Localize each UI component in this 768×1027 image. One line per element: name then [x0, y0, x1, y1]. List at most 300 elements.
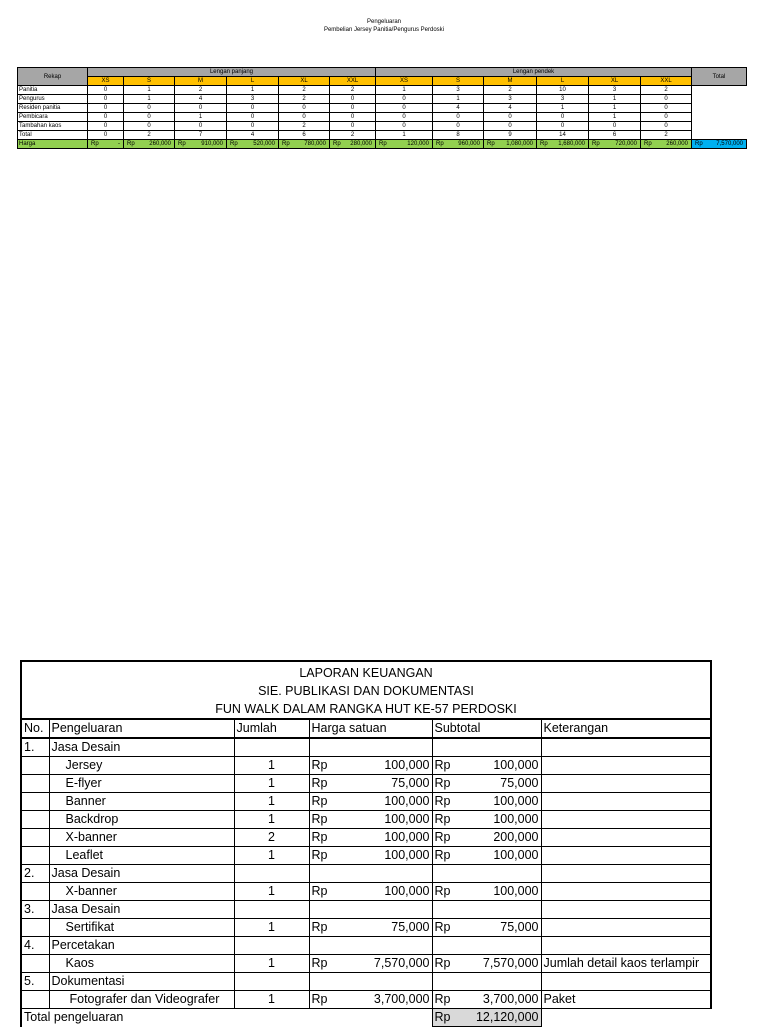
amount: 7,570,000 [373, 956, 430, 970]
item-unit-price [309, 811, 432, 829]
item-unit-price-content [312, 991, 430, 1008]
item-unit-price [309, 775, 432, 793]
currency-label: Rp [434, 794, 451, 808]
group-label: Percetakan [49, 937, 234, 955]
item-subtotal-content [435, 919, 539, 936]
empty-cell [432, 738, 541, 757]
item-label: Leaflet [49, 847, 234, 865]
recap-cell: 4 [227, 131, 279, 140]
empty-cell [234, 973, 309, 991]
recap-cell: 2 [641, 131, 692, 140]
price-cell [175, 140, 227, 149]
expense-subtitle: Pembelian Jersey Panitia/Pengurus Perdoski [323, 27, 445, 33]
recap-cell: 1 [227, 86, 279, 95]
recap-cell: 2 [124, 131, 175, 140]
recap-cell: 3 [227, 95, 279, 104]
item-label: Jersey [49, 757, 234, 775]
price-currency: Rp [379, 141, 387, 147]
expense-item-row [21, 829, 711, 847]
item-subtotal-content [435, 829, 539, 846]
item-quantity: 1 [234, 919, 309, 937]
group-number: 1. [21, 738, 49, 757]
header-jumlah: Jumlah [234, 719, 309, 738]
recap-cell: 0 [484, 122, 537, 131]
recap-row [18, 131, 747, 140]
currency-label: Rp [434, 992, 451, 1006]
recap-cell: 0 [279, 113, 330, 122]
recap-cell: 0 [641, 104, 692, 113]
empty-cell [234, 865, 309, 883]
empty-cell [234, 738, 309, 757]
recap-row-label: Panitia [18, 86, 88, 95]
amount: 100,000 [384, 884, 430, 898]
recap-cell: 0 [376, 113, 433, 122]
item-subtotal [432, 775, 541, 793]
total-value-content [435, 1009, 539, 1026]
financial-report-table [20, 660, 712, 1027]
empty-cell [21, 991, 49, 1009]
price-currency: Rp [282, 141, 290, 147]
currency-label: Rp [311, 830, 328, 844]
recap-cell: 0 [88, 104, 124, 113]
recap-cell: 0 [484, 113, 537, 122]
amount: 12,120,000 [475, 1010, 539, 1024]
size-header: XS [376, 77, 433, 86]
currency-label: Rp [311, 992, 328, 1006]
item-unit-price-content [312, 955, 430, 972]
amount: 100,000 [384, 794, 430, 808]
report-event: FUN WALK DALAM RANGKA HUT KE-57 PERDOSKI [215, 702, 517, 716]
total-label: Total pengeluaran [21, 1009, 432, 1027]
recap-cell: 8 [433, 131, 484, 140]
recap-row [18, 95, 747, 104]
recap-cell: 0 [227, 122, 279, 131]
price-value: 720,000 [615, 141, 637, 147]
recap-cell: 0 [376, 95, 433, 104]
recap-cell: 0 [88, 113, 124, 122]
expense-item-row [21, 793, 711, 811]
item-label: X-banner [49, 883, 234, 901]
recap-cell: 1 [589, 104, 641, 113]
recap-cell: 1 [589, 113, 641, 122]
price-grand-total [692, 140, 747, 149]
recap-cell: 9 [484, 131, 537, 140]
header-pengeluaran: Pengeluaran [49, 719, 234, 738]
recap-cell: 4 [484, 104, 537, 113]
empty-cell [21, 775, 49, 793]
recap-cell: 2 [279, 122, 330, 131]
recap-cell: 0 [537, 122, 589, 131]
recap-cell: 6 [279, 131, 330, 140]
item-unit-price [309, 757, 432, 775]
price-grand-total-content [693, 140, 745, 148]
item-quantity: 1 [234, 847, 309, 865]
amount: 75,000 [391, 776, 430, 790]
item-unit-price [309, 955, 432, 973]
price-value: 280,000 [350, 141, 372, 147]
item-label: E-flyer [49, 775, 234, 793]
jersey-recap-table [17, 67, 747, 149]
expense-group-row [21, 901, 711, 919]
group-number: 2. [21, 865, 49, 883]
recap-cell: 0 [330, 95, 376, 104]
size-header: L [227, 77, 279, 86]
currency-label: Rp [311, 848, 328, 862]
price-value: 1,680,000 [558, 141, 585, 147]
recap-cell: 0 [537, 113, 589, 122]
item-quantity: 1 [234, 775, 309, 793]
recap-cell: 0 [641, 95, 692, 104]
price-cell [641, 140, 692, 149]
empty-cell [309, 738, 432, 757]
long-sleeve-header: Lengan panjang [88, 68, 376, 77]
item-note: Paket [541, 991, 711, 1009]
header-no: No. [21, 719, 49, 738]
price-currency: Rp [91, 141, 99, 147]
price-currency: Rp [178, 141, 186, 147]
recap-row-label: Tambahan kaos [18, 122, 88, 131]
item-subtotal [432, 757, 541, 775]
recap-row-label: Residen panitia [18, 104, 88, 113]
item-note [541, 919, 711, 937]
item-label: Banner [49, 793, 234, 811]
price-currency: Rp [540, 141, 548, 147]
empty-cell [21, 919, 49, 937]
price-cell [484, 140, 537, 149]
expense-group-row [21, 973, 711, 991]
recap-cell: 0 [330, 122, 376, 131]
recap-cell: 3 [484, 95, 537, 104]
empty-cell [21, 757, 49, 775]
price-cell-content [331, 140, 374, 148]
item-subtotal [432, 919, 541, 937]
price-value: 910,000 [201, 141, 223, 147]
short-sleeve-header: Lengan pendek [376, 68, 692, 77]
recap-cell: 2 [330, 131, 376, 140]
empty-cell [432, 937, 541, 955]
amount: 7,570,000 [482, 956, 539, 970]
amount: 100,000 [384, 830, 430, 844]
item-subtotal-content [435, 811, 539, 828]
expense-group-row [21, 937, 711, 955]
group-label: Jasa Desain [49, 865, 234, 883]
recap-total-blank [692, 86, 747, 140]
recap-cell: 0 [88, 131, 124, 140]
amount: 75,000 [391, 920, 430, 934]
price-value: 520,000 [253, 141, 275, 147]
empty-cell [309, 901, 432, 919]
amount: 100,000 [384, 812, 430, 826]
recap-cell: 0 [88, 122, 124, 131]
price-row [18, 140, 747, 149]
item-unit-price-content [312, 775, 430, 792]
item-subtotal [432, 883, 541, 901]
size-header: S [433, 77, 484, 86]
report-header-row [21, 719, 711, 738]
empty-cell [432, 901, 541, 919]
item-subtotal-content [435, 757, 539, 774]
currency-label: Rp [311, 758, 328, 772]
report-title: LAPORAN KEUANGAN [299, 666, 433, 680]
recap-cell: 0 [227, 113, 279, 122]
currency-label: Rp [311, 776, 328, 790]
amount: 75,000 [500, 776, 539, 790]
recap-cell: 4 [175, 95, 227, 104]
recap-cell: 3 [433, 86, 484, 95]
price-cell [589, 140, 641, 149]
item-subtotal [432, 829, 541, 847]
empty-cell [432, 865, 541, 883]
empty-cell [541, 937, 711, 955]
price-cell-content [538, 140, 587, 148]
recap-cell: 0 [433, 122, 484, 131]
price-cell-content [377, 140, 431, 148]
item-unit-price [309, 847, 432, 865]
item-quantity: 1 [234, 883, 309, 901]
price-cell-content [642, 140, 690, 148]
price-row-label: Harga [18, 140, 88, 149]
item-note [541, 757, 711, 775]
item-subtotal [432, 991, 541, 1009]
recap-cell: 0 [124, 104, 175, 113]
currency-label: Rp [434, 920, 451, 934]
recap-cell: 0 [175, 122, 227, 131]
recap-cell: 1 [537, 104, 589, 113]
item-quantity: 1 [234, 811, 309, 829]
price-currency: Rp [436, 141, 444, 147]
recap-cell: 1 [376, 86, 433, 95]
group-label: Dokumentasi [49, 973, 234, 991]
price-value: - [118, 141, 120, 147]
recap-cell: 2 [330, 86, 376, 95]
recap-cell: 0 [175, 104, 227, 113]
recap-total-header: Total [692, 68, 747, 86]
expense-title: Pengeluaran [366, 19, 402, 25]
currency-label: Rp [311, 956, 328, 970]
size-header: S [124, 77, 175, 86]
amount: 200,000 [493, 830, 539, 844]
expense-title-block [0, 18, 768, 34]
amount: 100,000 [493, 758, 539, 772]
recap-cell: 0 [88, 86, 124, 95]
empty-cell [541, 865, 711, 883]
item-label: Sertifikat [49, 919, 234, 937]
currency-label: Rp [434, 956, 451, 970]
size-header: XXL [641, 77, 692, 86]
empty-cell [309, 865, 432, 883]
recap-cell: 2 [484, 86, 537, 95]
recap-corner-label: Rekap [18, 68, 88, 86]
price-cell [537, 140, 589, 149]
expense-item-row [21, 757, 711, 775]
amount: 100,000 [384, 758, 430, 772]
empty-cell [234, 937, 309, 955]
item-subtotal-content [435, 883, 539, 900]
empty-cell [21, 847, 49, 865]
item-label: Fotografer dan Videografer [49, 991, 234, 1009]
empty-cell [234, 901, 309, 919]
item-quantity: 1 [234, 955, 309, 973]
price-currency: Rp [333, 141, 341, 147]
group-number: 5. [21, 973, 49, 991]
expense-item-row [21, 955, 711, 973]
recap-cell: 2 [175, 86, 227, 95]
expense-group-row [21, 738, 711, 757]
recap-cell: 0 [433, 113, 484, 122]
size-header: XL [589, 77, 641, 86]
expense-item-row [21, 847, 711, 865]
item-unit-price-content [312, 757, 430, 774]
item-subtotal [432, 793, 541, 811]
amount: 100,000 [384, 848, 430, 862]
currency-label: Rp [311, 920, 328, 934]
item-unit-price-content [312, 793, 430, 810]
price-value: 260,000 [149, 141, 171, 147]
recap-cell: 2 [641, 86, 692, 95]
currency-label: Rp [434, 830, 451, 844]
recap-cell: 0 [376, 122, 433, 131]
price-cell [88, 140, 124, 149]
price-currency: Rp [592, 141, 600, 147]
expense-item-row [21, 775, 711, 793]
price-value: 7,570,000 [716, 141, 743, 147]
size-header: XXL [330, 77, 376, 86]
price-cell [227, 140, 279, 149]
price-value: 780,000 [304, 141, 326, 147]
item-subtotal [432, 955, 541, 973]
recap-row-label: Pembicara [18, 113, 88, 122]
expense-item-row [21, 919, 711, 937]
item-unit-price [309, 829, 432, 847]
amount: 3,700,000 [482, 992, 539, 1006]
amount: 100,000 [493, 848, 539, 862]
size-header: XS [88, 77, 124, 86]
currency-label: Rp [434, 884, 451, 898]
item-note [541, 793, 711, 811]
empty-cell [432, 973, 541, 991]
size-header: M [484, 77, 537, 86]
recap-row [18, 113, 747, 122]
item-subtotal-content [435, 775, 539, 792]
group-label: Jasa Desain [49, 738, 234, 757]
item-unit-price-content [312, 847, 430, 864]
item-subtotal [432, 811, 541, 829]
price-currency: Rp [487, 141, 495, 147]
size-header: M [175, 77, 227, 86]
recap-row [18, 86, 747, 95]
item-unit-price [309, 919, 432, 937]
recap-cell: 2 [279, 95, 330, 104]
item-note [541, 883, 711, 901]
currency-label: Rp [434, 776, 451, 790]
item-label: Backdrop [49, 811, 234, 829]
currency-label: Rp [434, 758, 451, 772]
item-note [541, 811, 711, 829]
item-label: X-banner [49, 829, 234, 847]
group-label: Jasa Desain [49, 901, 234, 919]
item-note [541, 775, 711, 793]
item-subtotal-content [435, 847, 539, 864]
item-quantity: 1 [234, 757, 309, 775]
price-cell [279, 140, 330, 149]
item-unit-price [309, 793, 432, 811]
empty-cell [309, 973, 432, 991]
recap-cell: 1 [175, 113, 227, 122]
recap-cell: 0 [376, 104, 433, 113]
price-cell-content [228, 140, 277, 148]
currency-label: Rp [311, 794, 328, 808]
recap-cell: 1 [589, 95, 641, 104]
price-cell-content [280, 140, 328, 148]
currency-label: Rp [311, 812, 328, 826]
item-unit-price [309, 991, 432, 1009]
price-cell-content [176, 140, 225, 148]
empty-cell [541, 738, 711, 757]
item-subtotal-content [435, 793, 539, 810]
item-unit-price [309, 883, 432, 901]
item-subtotal-content [435, 991, 539, 1008]
item-unit-price-content [312, 811, 430, 828]
recap-cell: 1 [124, 95, 175, 104]
currency-label: Rp [434, 848, 451, 862]
amount: 75,000 [500, 920, 539, 934]
recap-cell: 0 [641, 113, 692, 122]
recap-cell: 4 [433, 104, 484, 113]
item-note: Jumlah detail kaos terlampir [541, 955, 711, 973]
price-cell-content [485, 140, 535, 148]
recap-cell: 1 [376, 131, 433, 140]
price-cell [433, 140, 484, 149]
item-note [541, 829, 711, 847]
price-value: 120,000 [407, 141, 429, 147]
price-cell [330, 140, 376, 149]
price-cell-content [89, 140, 122, 148]
empty-cell [21, 883, 49, 901]
expense-group-row [21, 865, 711, 883]
expense-item-row [21, 883, 711, 901]
header-subtotal: Subtotal [432, 719, 541, 738]
report-title-block [21, 661, 711, 719]
recap-row-label: Pengurus [18, 95, 88, 104]
price-value: 1,080,000 [506, 141, 533, 147]
recap-cell: 1 [124, 86, 175, 95]
amount: 100,000 [493, 884, 539, 898]
item-subtotal-content [435, 955, 539, 972]
recap-cell: 0 [279, 104, 330, 113]
price-cell-content [125, 140, 173, 148]
item-unit-price-content [312, 829, 430, 846]
recap-cell: 0 [124, 113, 175, 122]
item-quantity: 2 [234, 829, 309, 847]
empty-cell [541, 973, 711, 991]
price-currency: Rp [695, 141, 703, 147]
currency-label: Rp [434, 1010, 451, 1024]
price-cell [124, 140, 175, 149]
item-quantity: 1 [234, 793, 309, 811]
recap-cell: 1 [433, 95, 484, 104]
recap-cell: 2 [279, 86, 330, 95]
price-cell-content [434, 140, 482, 148]
recap-cell: 0 [589, 122, 641, 131]
recap-cell: 0 [227, 104, 279, 113]
empty-cell [541, 901, 711, 919]
recap-row-label: Total [18, 131, 88, 140]
group-number: 4. [21, 937, 49, 955]
empty-cell [309, 937, 432, 955]
price-value: 260,000 [666, 141, 688, 147]
amount: 100,000 [493, 812, 539, 826]
recap-cell: 6 [589, 131, 641, 140]
